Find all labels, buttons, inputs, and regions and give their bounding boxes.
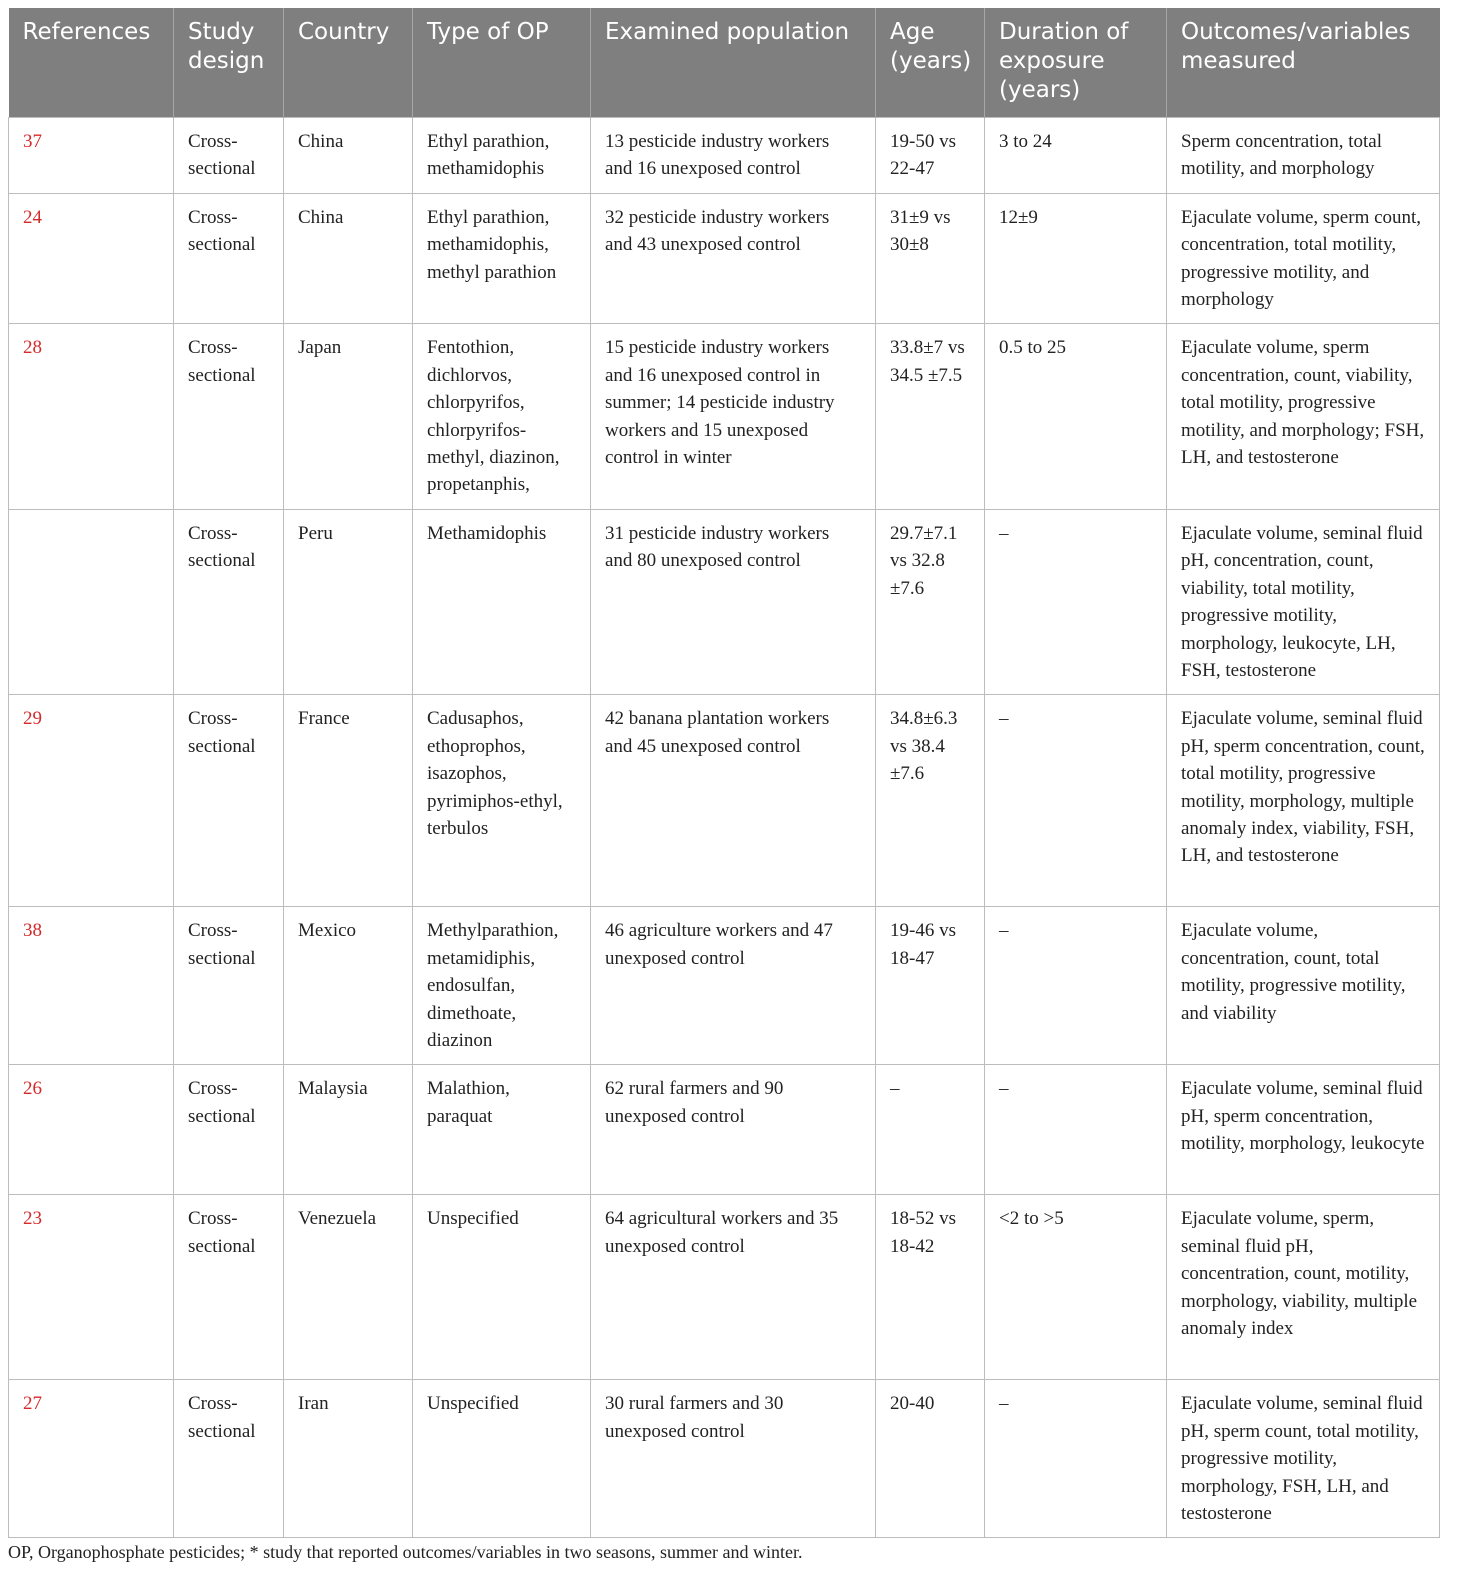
- outcomes-cell: Sperm concentration, total motility, and morphology: [1167, 118, 1440, 194]
- outcomes-cell: Ejaculate volume, seminal fluid pH, concentration, count, viability, total motility, progressive motility, morphology, leukocyte, LH, FSH, testosterone: [1167, 509, 1440, 694]
- population-cell: 30 rural farmers and 30 unexposed control: [591, 1380, 876, 1538]
- duration-cell: 0.5 to 25: [985, 324, 1167, 509]
- country-cell: China: [284, 193, 413, 324]
- studies-table-container: [8, 8, 1439, 1538]
- study-design-cell: Cross-sectional: [174, 509, 284, 694]
- table-row: [9, 193, 1440, 324]
- duration-cell: 12±9: [985, 193, 1167, 324]
- age-cell: 29.7±7.1 vs 32.8 ±7.6: [876, 509, 985, 694]
- population-cell: 42 banana plantation workers and 45 unexposed control: [591, 695, 876, 907]
- header-references: References: [9, 8, 174, 118]
- table-row: [9, 907, 1440, 1065]
- duration-cell: –: [985, 907, 1167, 1065]
- op-type-cell: Methylparathion, metamidiphis, endosulfan, dimethoate, diazinon: [413, 907, 591, 1065]
- study-design-cell: Cross-sectional: [174, 118, 284, 194]
- reference-link[interactable]: 24: [9, 193, 174, 324]
- outcomes-cell: Ejaculate volume, seminal fluid pH, sperm concentration, count, total motility, progressive motility, morphology, multiple anomaly index, viability, FSH, LH, and testosterone: [1167, 695, 1440, 907]
- op-type-cell: Malathion, paraquat: [413, 1065, 591, 1195]
- study-design-cell: Cross-sectional: [174, 1195, 284, 1380]
- reference-link[interactable]: 29: [9, 695, 174, 907]
- outcomes-cell: Ejaculate volume, concentration, count, total motility, progressive motility, and viability: [1167, 907, 1440, 1065]
- duration-cell: –: [985, 1065, 1167, 1195]
- header-study-design: Study design: [174, 8, 284, 118]
- reference-link[interactable]: 23: [9, 1195, 174, 1380]
- header-examined-population: Examined population: [591, 8, 876, 118]
- op-type-cell: Cadusaphos, ethoprophos, isazophos, pyrimiphos-ethyl, terbulos: [413, 695, 591, 907]
- country-cell: Iran: [284, 1380, 413, 1538]
- table-footnote: OP, Organophosphate pesticides; * study that reported outcomes/variables in two seasons, summer and winter.: [8, 1542, 803, 1562]
- header-row: [9, 8, 1440, 118]
- op-type-cell: Methamidophis: [413, 509, 591, 694]
- study-design-cell: Cross-sectional: [174, 324, 284, 509]
- reference-link[interactable]: 37: [9, 118, 174, 194]
- age-cell: 18-52 vs 18-42: [876, 1195, 985, 1380]
- reference-link[interactable]: 28: [9, 324, 174, 509]
- table-row: [9, 509, 1440, 694]
- duration-cell: –: [985, 509, 1167, 694]
- age-cell: 34.8±6.3 vs 38.4 ±7.6: [876, 695, 985, 907]
- population-cell: 31 pesticide industry workers and 80 unexposed control: [591, 509, 876, 694]
- op-type-cell: Unspecified: [413, 1195, 591, 1380]
- reference-link[interactable]: [9, 509, 174, 694]
- country-cell: Malaysia: [284, 1065, 413, 1195]
- study-design-cell: Cross-sectional: [174, 193, 284, 324]
- table-row: [9, 118, 1440, 194]
- header-age: Age (years): [876, 8, 985, 118]
- duration-cell: 3 to 24: [985, 118, 1167, 194]
- op-type-cell: Ethyl parathion, methamidophis, methyl parathion: [413, 193, 591, 324]
- age-cell: 33.8±7 vs 34.5 ±7.5: [876, 324, 985, 509]
- table-row: [9, 1065, 1440, 1195]
- op-type-cell: Fentothion, dichlorvos, chlorpyrifos, chlorpyrifos-methyl, diazinon, propetanphis,: [413, 324, 591, 509]
- age-cell: 19-50 vs 22-47: [876, 118, 985, 194]
- population-cell: 64 agricultural workers and 35 unexposed control: [591, 1195, 876, 1380]
- study-design-cell: Cross-sectional: [174, 695, 284, 907]
- reference-link[interactable]: 26: [9, 1065, 174, 1195]
- duration-cell: –: [985, 1380, 1167, 1538]
- studies-table: [8, 8, 1440, 1538]
- outcomes-cell: Ejaculate volume, seminal fluid pH, sperm count, total motility, progressive motility, morphology, FSH, LH, and testosterone: [1167, 1380, 1440, 1538]
- population-cell: 15 pesticide industry workers and 16 unexposed control in summer; 14 pesticide industry workers and 15 unexposed control in winter: [591, 324, 876, 509]
- age-cell: –: [876, 1065, 985, 1195]
- duration-cell: <2 to >5: [985, 1195, 1167, 1380]
- table-row: [9, 1380, 1440, 1538]
- reference-link[interactable]: 27: [9, 1380, 174, 1538]
- study-design-cell: Cross-sectional: [174, 1380, 284, 1538]
- country-cell: France: [284, 695, 413, 907]
- country-cell: China: [284, 118, 413, 194]
- study-design-cell: Cross-sectional: [174, 1065, 284, 1195]
- study-design-cell: Cross-sectional: [174, 907, 284, 1065]
- op-type-cell: Ethyl parathion, methamidophis: [413, 118, 591, 194]
- country-cell: Venezuela: [284, 1195, 413, 1380]
- outcomes-cell: Ejaculate volume, sperm, seminal fluid pH, concentration, count, motility, morphology, viability, multiple anomaly index: [1167, 1195, 1440, 1380]
- country-cell: Japan: [284, 324, 413, 509]
- outcomes-cell: Ejaculate volume, sperm count, concentration, total motility, progressive motility, and morphology: [1167, 193, 1440, 324]
- duration-cell: –: [985, 695, 1167, 907]
- population-cell: 46 agriculture workers and 47 unexposed control: [591, 907, 876, 1065]
- population-cell: 32 pesticide industry workers and 43 unexposed control: [591, 193, 876, 324]
- population-cell: 13 pesticide industry workers and 16 unexposed control: [591, 118, 876, 194]
- table-row: [9, 695, 1440, 907]
- header-country: Country: [284, 8, 413, 118]
- outcomes-cell: Ejaculate volume, sperm concentration, count, viability, total motility, progressive motility, and morphology; FSH, LH, and testosterone: [1167, 324, 1440, 509]
- population-cell: 62 rural farmers and 90 unexposed control: [591, 1065, 876, 1195]
- header-outcomes: Outcomes/variables measured: [1167, 8, 1440, 118]
- country-cell: Mexico: [284, 907, 413, 1065]
- age-cell: 20-40: [876, 1380, 985, 1538]
- table-row: [9, 1195, 1440, 1380]
- table-row: [9, 324, 1440, 509]
- header-type-of-op: Type of OP: [413, 8, 591, 118]
- country-cell: Peru: [284, 509, 413, 694]
- age-cell: 31±9 vs 30±8: [876, 193, 985, 324]
- age-cell: 19-46 vs 18-47: [876, 907, 985, 1065]
- header-duration-of-exposure: Duration of exposure (years): [985, 8, 1167, 118]
- reference-link[interactable]: 38: [9, 907, 174, 1065]
- op-type-cell: Unspecified: [413, 1380, 591, 1538]
- outcomes-cell: Ejaculate volume, seminal fluid pH, sperm concentration, motility, morphology, leukocyte: [1167, 1065, 1440, 1195]
